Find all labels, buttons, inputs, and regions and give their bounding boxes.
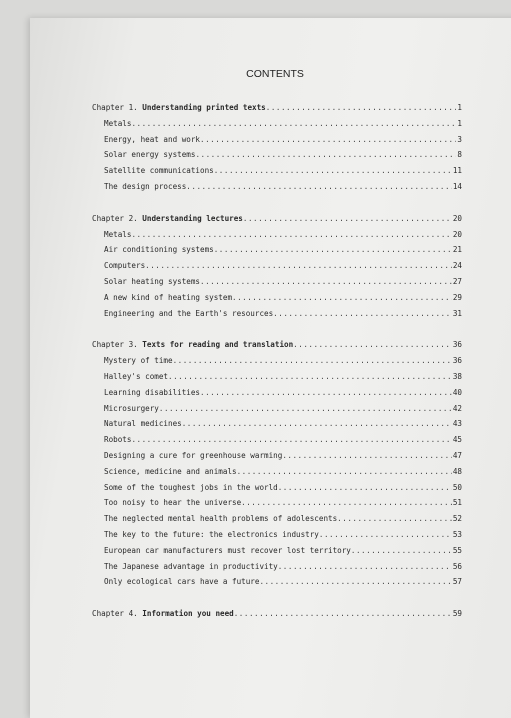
entry-title: Metals	[104, 229, 132, 239]
page-number: 48	[452, 466, 462, 476]
chapter-title: Understanding lectures	[142, 213, 243, 223]
chapter-block	[92, 337, 462, 590]
chapter-label: Chapter 1.	[92, 103, 143, 112]
dot-leader	[273, 306, 452, 322]
entry-title: Satellite communications	[104, 166, 214, 176]
dot-leader	[214, 163, 452, 179]
page-number: 1	[457, 118, 462, 128]
page-number: 40	[452, 387, 462, 397]
toc-entry	[92, 274, 462, 290]
page-number: 36	[452, 340, 462, 350]
toc-entry	[92, 495, 462, 511]
chapter-row	[92, 606, 462, 622]
toc-entry	[92, 353, 462, 369]
entry-title: Natural medicines	[104, 419, 182, 429]
chapter-row	[92, 211, 462, 227]
dot-leader	[131, 116, 456, 132]
dot-leader	[131, 227, 451, 243]
page-number: 59	[452, 609, 462, 619]
page-number: 45	[452, 435, 462, 445]
entry-title: Metals	[104, 118, 132, 128]
entry-title: The key to the future: the electronics industry	[104, 529, 319, 539]
toc-entry	[92, 432, 462, 448]
dot-leader	[159, 401, 452, 417]
page-number: 36	[452, 356, 462, 366]
dot-leader	[266, 100, 457, 116]
chapter-row	[92, 337, 462, 353]
entry-title: Mystery of time	[104, 356, 173, 366]
dot-leader	[278, 480, 452, 496]
page-number: 3	[457, 134, 462, 144]
entry-title: Microsurgery	[104, 403, 159, 413]
dot-leader	[200, 385, 452, 401]
page-number: 20	[452, 213, 462, 223]
toc-entry	[92, 132, 462, 148]
toc-entry	[92, 416, 462, 432]
dot-leader	[241, 495, 452, 511]
table-of-contents	[92, 100, 462, 638]
toc-entry	[92, 527, 462, 543]
page-number: 29	[452, 292, 462, 302]
page-number: 1	[457, 103, 462, 112]
page-number: 11	[452, 166, 462, 176]
toc-entry	[92, 242, 462, 258]
toc-entry	[92, 227, 462, 243]
chapter-heading	[92, 606, 234, 622]
page-number: 47	[452, 450, 462, 460]
dot-leader	[319, 527, 452, 543]
chapter-title: Texts for reading and translation	[142, 340, 294, 350]
entry-title: Engineering and the Earth's resources	[104, 308, 274, 318]
entry-title: A new kind of heating system	[104, 292, 233, 302]
dot-leader	[131, 432, 451, 448]
dot-leader	[232, 290, 452, 306]
toc-entry	[92, 559, 462, 575]
dot-leader	[243, 211, 452, 227]
dot-leader	[259, 574, 451, 590]
page-number: 8	[457, 150, 462, 160]
entry-title: Solar energy systems	[104, 150, 196, 160]
toc-entry	[92, 258, 462, 274]
page-number: 55	[452, 545, 462, 555]
page-number: 27	[452, 276, 462, 286]
toc-entry	[92, 290, 462, 306]
chapter-label: Chapter 2.	[92, 213, 143, 223]
dot-leader	[168, 369, 452, 385]
dot-leader	[145, 258, 452, 274]
page-title: CONTENTS	[246, 68, 304, 80]
page-number: 38	[452, 371, 462, 381]
page-number: 53	[452, 529, 462, 539]
page-number: 51	[452, 498, 462, 508]
dot-leader	[195, 147, 456, 163]
dot-leader	[200, 274, 452, 290]
entry-title: Learning disabilities	[104, 387, 201, 397]
chapter-block	[92, 606, 462, 622]
toc-entry	[92, 385, 462, 401]
page-number: 50	[452, 482, 462, 492]
dot-leader	[234, 606, 452, 622]
dot-leader	[351, 543, 452, 559]
page-number: 52	[452, 514, 462, 524]
toc-entry	[92, 163, 462, 179]
chapter-title: Understanding printed texts	[142, 103, 266, 112]
dot-leader	[200, 132, 456, 148]
page-number: 31	[452, 308, 462, 318]
page-number: 14	[452, 181, 462, 191]
chapter-block	[92, 211, 462, 322]
chapter-row	[92, 100, 462, 116]
toc-entry	[92, 464, 462, 480]
entry-title: The design process	[104, 181, 187, 191]
toc-entry	[92, 511, 462, 527]
dot-leader	[337, 511, 452, 527]
toc-entry	[92, 480, 462, 496]
entry-title: European car manufacturers must recover lost territory	[104, 545, 351, 555]
entry-title: Robots	[104, 435, 132, 445]
chapter-heading	[92, 100, 266, 116]
entry-title: Solar heating systems	[104, 276, 201, 286]
page-number: 24	[452, 261, 462, 271]
toc-entry	[92, 116, 462, 132]
page-number: 56	[452, 561, 462, 571]
chapter-title: Information you need	[142, 609, 234, 619]
page-number: 43	[452, 419, 462, 429]
entry-title: Science, medicine and animals	[104, 466, 237, 476]
page-number: 21	[452, 245, 462, 255]
dot-leader	[278, 559, 452, 575]
dot-leader	[173, 353, 452, 369]
entry-title: Too noisy to hear the universe	[104, 498, 242, 508]
dot-leader	[237, 464, 452, 480]
dot-leader	[293, 337, 452, 353]
entry-title: The neglected mental health problems of adolescents	[104, 514, 338, 524]
entry-title: Some of the toughest jobs in the world	[104, 482, 278, 492]
entry-title: Energy, heat and work	[104, 134, 201, 144]
toc-entry	[92, 574, 462, 590]
toc-entry	[92, 369, 462, 385]
toc-entry	[92, 179, 462, 195]
dot-leader	[186, 179, 452, 195]
toc-entry	[92, 401, 462, 417]
entry-title: Computers	[104, 261, 146, 271]
entry-title: Halley's comet	[104, 371, 169, 381]
dot-leader	[182, 416, 452, 432]
chapter-label: Chapter 4.	[92, 609, 143, 619]
toc-entry	[92, 543, 462, 559]
toc-entry	[92, 306, 462, 322]
chapter-label: Chapter 3.	[92, 340, 143, 350]
toc-entry	[92, 147, 462, 163]
toc-entry	[92, 448, 462, 464]
dot-leader	[282, 448, 452, 464]
page-number: 57	[452, 577, 462, 587]
entry-title: Air conditioning systems	[104, 245, 214, 255]
entry-title: Designing a cure for greenhouse warming	[104, 450, 283, 460]
entry-title: Only ecological cars have a future	[104, 577, 260, 587]
entry-title: The Japanese advantage in productivity	[104, 561, 278, 571]
dot-leader	[214, 242, 452, 258]
chapter-block	[92, 100, 462, 195]
chapter-heading	[92, 211, 243, 227]
chapter-heading	[92, 337, 293, 353]
document-page	[30, 18, 511, 718]
page-number: 42	[452, 403, 462, 413]
page-number: 20	[452, 229, 462, 239]
